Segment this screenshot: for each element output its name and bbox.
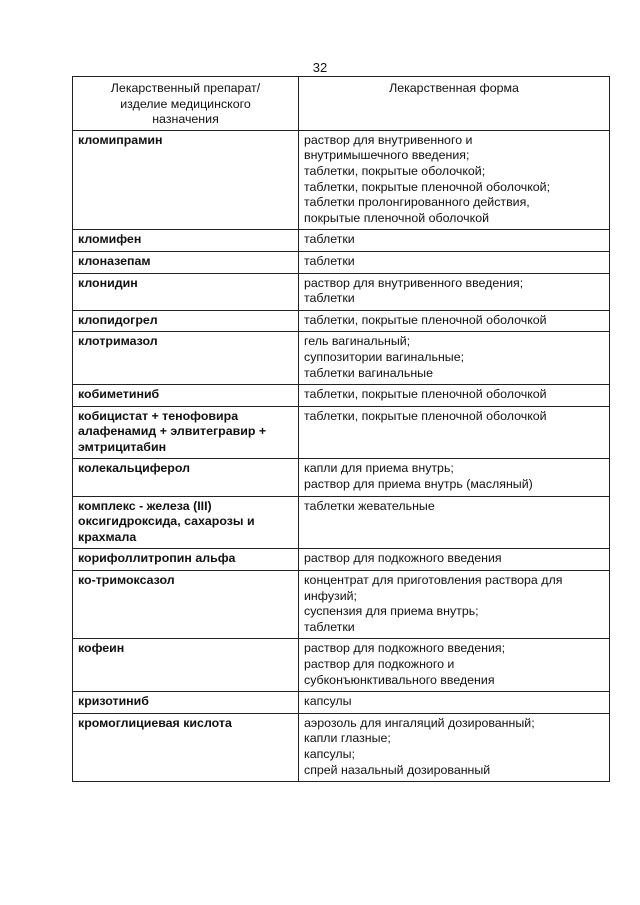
dosage-form-cell: [299, 713, 610, 781]
drug-name-cell: [73, 406, 299, 459]
drug-name-line: эмтрицитабин: [78, 439, 167, 454]
dosage-form-line: субконъюнктивального введения: [304, 672, 495, 687]
dosage-form-line: покрытые пленочной оболочкой: [304, 210, 489, 225]
dosage-form-line: таблетки жевательные: [304, 498, 435, 513]
drug-name-cell: [73, 130, 299, 230]
dosage-form-line: спрей назальный дозированный: [304, 762, 491, 777]
drug-name-cell: [73, 332, 299, 385]
table-row: [73, 230, 610, 252]
dosage-form-cell: [299, 310, 610, 332]
dosage-form-line: таблетки, покрытые пленочной оболочкой: [304, 408, 547, 423]
dosage-form-cell: [299, 571, 610, 639]
drug-name-line: клоназепам: [78, 253, 151, 268]
dosage-form-line: суппозитории вагинальные;: [304, 349, 465, 364]
dosage-form-line: капли глазные;: [304, 731, 391, 746]
drug-name-line: кобицистат + тенофовира: [78, 408, 239, 423]
dosage-form-cell: [299, 406, 610, 459]
drug-name-cell: [73, 692, 299, 714]
table-row: [73, 549, 610, 571]
dosage-form-cell: [299, 332, 610, 385]
drug-name-line: оксигидроксида, сахарозы и: [78, 514, 255, 529]
dosage-form-line: гель вагинальный;: [304, 334, 411, 349]
drug-name-line: комплекс - железа (III): [78, 498, 212, 513]
table-row: [73, 639, 610, 692]
drug-name-line: колекальциферол: [78, 461, 190, 476]
dosage-form-line: внутримышечного введения;: [304, 148, 470, 163]
drug-table: [72, 76, 610, 782]
table-row: [73, 713, 610, 781]
page-number: 32: [312, 60, 328, 75]
dosage-form-cell: [299, 459, 610, 496]
dosage-form-line: аэрозоль для ингаляций дозированный;: [304, 715, 535, 730]
dosage-form-cell: [299, 130, 610, 230]
dosage-form-line: раствор для внутривенного введения;: [304, 275, 524, 290]
dosage-form-line: таблетки: [304, 253, 355, 268]
drug-name-cell: [73, 273, 299, 310]
drug-name-line: кобиметиниб: [78, 387, 160, 402]
drug-name-line: кломифен: [78, 232, 142, 247]
dosage-form-line: таблетки, покрытые пленочной оболочкой;: [304, 179, 551, 194]
dosage-form-line: инфузий;: [304, 588, 357, 603]
dosage-form-line: раствор для внутривенного и: [304, 132, 473, 147]
drug-name-line: алафенамид + элвитегравир +: [78, 424, 267, 439]
dosage-form-cell: [299, 496, 610, 549]
table-header-row: [73, 77, 610, 131]
dosage-form-line: капсулы;: [304, 746, 355, 761]
dosage-form-cell: [299, 639, 610, 692]
dosage-form-line: концентрат для приготовления раствора для: [304, 573, 563, 588]
drug-name-line: кромоглициевая кислота: [78, 715, 232, 730]
dosage-form-cell: [299, 385, 610, 407]
dosage-form-line: таблетки вагинальные: [304, 365, 433, 380]
table-row: [73, 332, 610, 385]
dosage-form-cell: [299, 549, 610, 571]
table-row: [73, 130, 610, 230]
drug-name-line: ко-тримоксазол: [78, 573, 175, 588]
dosage-form-line: таблетки, покрытые пленочной оболочкой: [304, 387, 547, 402]
header-drug-name: Лекарственный препарат/ изделие медицинского назначения: [73, 77, 299, 131]
dosage-form-line: таблетки: [304, 291, 355, 306]
dosage-form-line: раствор для подкожного введения: [304, 551, 502, 566]
table-row: [73, 273, 610, 310]
dosage-form-line: таблетки: [304, 232, 355, 247]
drug-name-line: клопидогрел: [78, 312, 158, 327]
dosage-form-line: раствор для подкожного введения;: [304, 641, 506, 656]
drug-name-cell: [73, 310, 299, 332]
drug-name-line: кломипрамин: [78, 132, 163, 147]
drug-name-cell: [73, 549, 299, 571]
drug-name-cell: [73, 496, 299, 549]
header-dosage-form: Лекарственная форма: [299, 77, 610, 131]
table-row: [73, 496, 610, 549]
table-row: [73, 692, 610, 714]
dosage-form-cell: [299, 273, 610, 310]
dosage-form-cell: [299, 230, 610, 252]
dosage-form-line: капсулы: [304, 694, 352, 709]
dosage-form-line: таблетки: [304, 619, 355, 634]
dosage-form-line: таблетки, покрытые пленочной оболочкой: [304, 312, 547, 327]
dosage-form-line: капли для приема внутрь;: [304, 461, 454, 476]
dosage-form-cell: [299, 692, 610, 714]
drug-name-line: кризотиниб: [78, 694, 149, 709]
dosage-form-line: суспензия для приема внутрь;: [304, 604, 479, 619]
drug-name-cell: [73, 639, 299, 692]
dosage-form-line: таблетки, покрытые оболочкой;: [304, 163, 486, 178]
drug-name-cell: [73, 385, 299, 407]
drug-name-cell: [73, 713, 299, 781]
drug-name-cell: [73, 251, 299, 273]
table-row: [73, 571, 610, 639]
table-row: [73, 310, 610, 332]
drug-name-cell: [73, 459, 299, 496]
drug-name-line: клонидин: [78, 275, 138, 290]
drug-name-line: клотримазол: [78, 334, 158, 349]
drug-name-cell: [73, 230, 299, 252]
dosage-form-line: раствор для подкожного и: [304, 657, 455, 671]
drug-name-cell: [73, 571, 299, 639]
dosage-form-line: таблетки пролонгированного действия,: [304, 195, 530, 210]
table-row: [73, 251, 610, 273]
drug-name-line: корифоллитропин альфа: [78, 551, 236, 566]
table-row: [73, 385, 610, 407]
table-row: [73, 459, 610, 496]
table-row: [73, 406, 610, 459]
drug-name-line: кофеин: [78, 641, 125, 656]
dosage-form-line: раствор для приема внутрь (масляный): [304, 477, 533, 492]
drug-name-line: крахмала: [78, 529, 137, 544]
dosage-form-cell: [299, 251, 610, 273]
